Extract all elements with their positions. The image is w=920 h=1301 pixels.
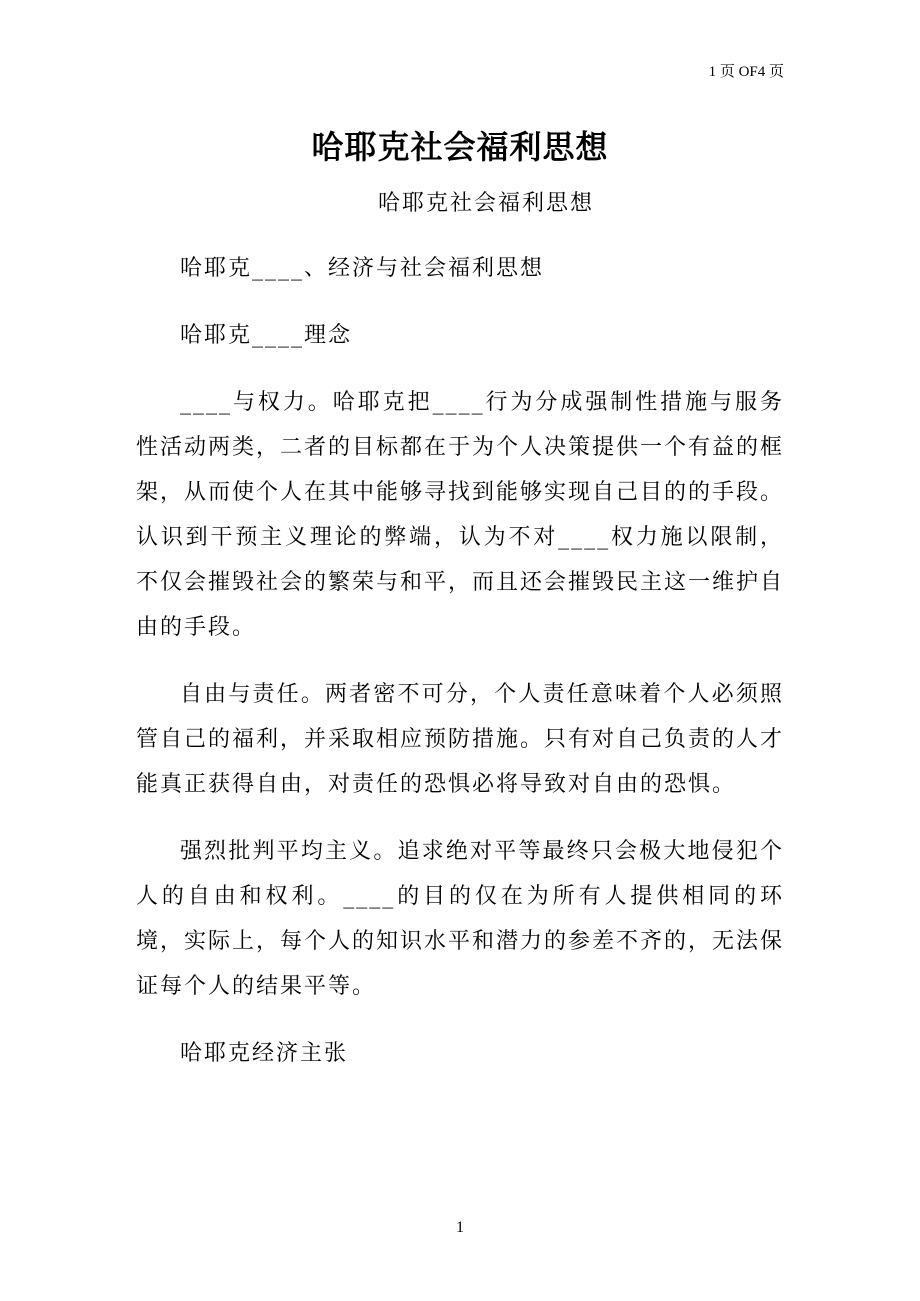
paragraph-power: ____与权力。哈耶克把____行为分成强制性措施与服务性活动两类，二者的目标都在于为个人决策提供一个有益的框架，从而使个人在其中能够寻找到能够实现自己目的的手段。认识到干预主义理论的弊端，认为不对____权力施以限制，不仅会摧毁社会的繁荣与和平，而且还会摧毁民主这一维护自由的手段。 — [136, 390, 785, 640]
document-body — [136, 246, 784, 1098]
document-title: 哈耶克社会福利思想 — [311, 128, 609, 166]
page-number: 1 — [456, 1219, 464, 1236]
paragraph-heading-economics: 哈耶克经济主张 — [180, 1041, 349, 1066]
paragraph-egalitarianism: 强烈批判平均主义。追求绝对平等最终只会极大地侵犯个人的自由和权利。____的目的仅在为所有人提供相同的环境，实际上，每个人的知识水平和潜力的参差不齐的，无法保证每个人的结果平等。 — [136, 839, 785, 999]
page-indicator: 1 页 OF4 页 — [708, 64, 784, 80]
paragraph-heading-concept: 哈耶克____理念 — [180, 323, 353, 348]
paragraph-freedom-responsibility: 自由与责任。两者密不可分，个人责任意味着个人必须照管自己的福利，并采取相应预防措施。只有对自己负责的人才能真正获得自由，对责任的恐惧必将导致对自由的恐惧。 — [136, 682, 785, 797]
paragraph-heading-thought: 哈耶克____、经济与社会福利思想 — [180, 256, 545, 281]
document-subtitle: 哈耶克社会福利思想 — [377, 191, 594, 216]
